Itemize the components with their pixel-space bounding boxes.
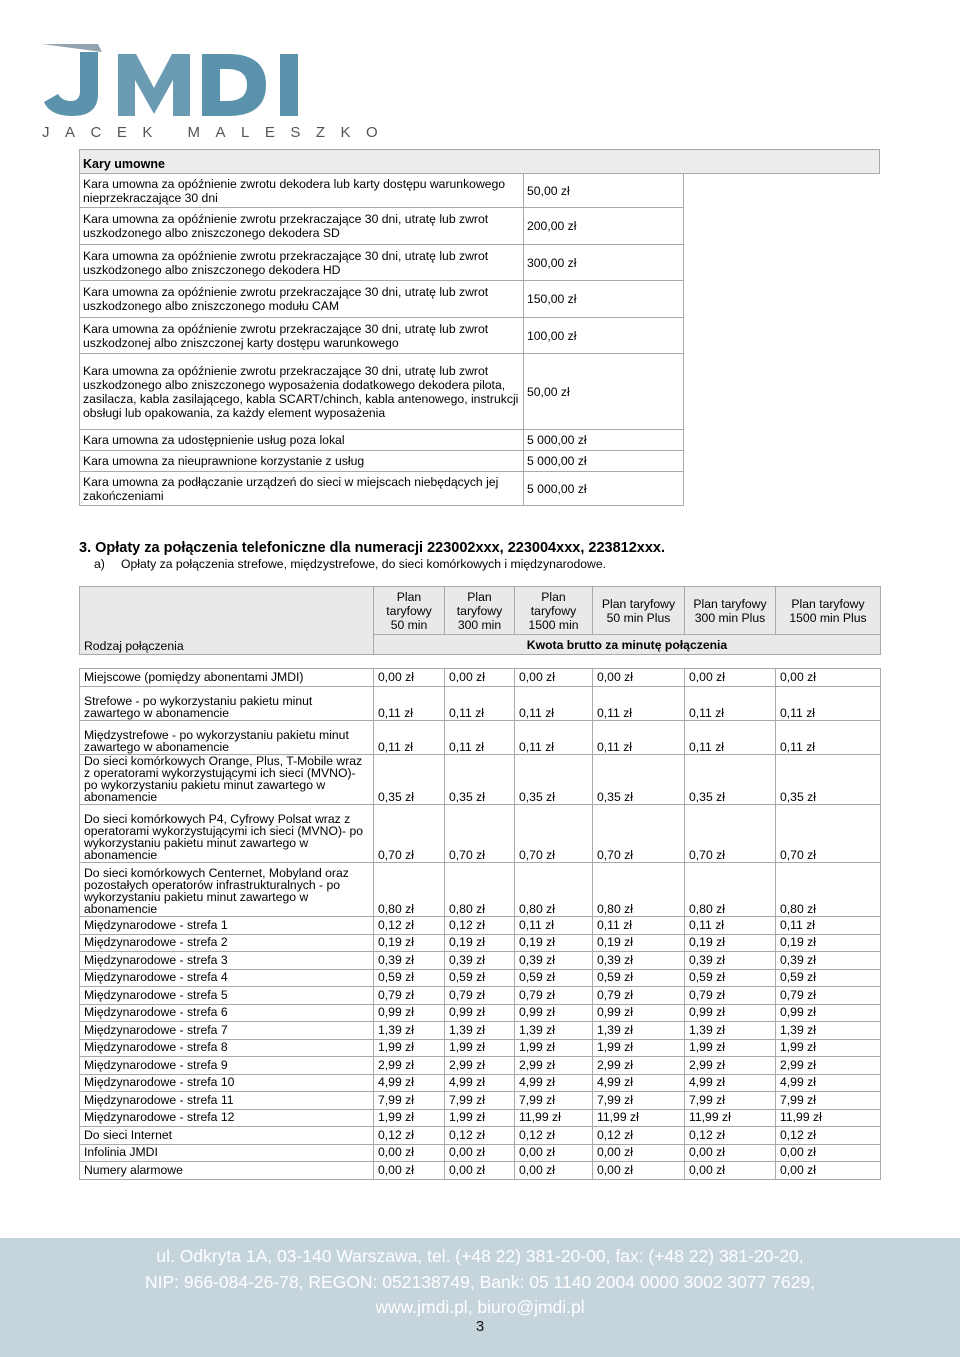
subsection-text: Opłaty za połączenia strefowe, międzystrefowe, do sieci komórkowych i międzynarodowe. bbox=[121, 557, 607, 571]
rate-price: 0,00 zł bbox=[515, 669, 593, 687]
rate-price: 0,00 zł bbox=[685, 1144, 776, 1162]
rate-price: 0,70 zł bbox=[515, 805, 593, 863]
rate-row bbox=[80, 952, 881, 970]
rate-price: 0,19 zł bbox=[685, 934, 776, 952]
rate-price: 0,70 zł bbox=[445, 805, 515, 863]
rate-price: 0,00 zł bbox=[445, 1144, 515, 1162]
connection-type: Międzynarodowe - strefa 10 bbox=[80, 1074, 374, 1092]
penalty-description: Kara umowna za opóźnienie zwrotu przekraczające 30 dni, utratę lub zwrot uszkodzonego albo zniszczonego dekodera HD bbox=[80, 245, 524, 281]
penalty-description: Kara umowna za opóźnienie zwrotu dekodera lub karty dostępu warunkowego nieprzekraczające 30 dni bbox=[80, 174, 524, 208]
rate-price: 0,80 zł bbox=[593, 863, 685, 917]
rate-price: 0,70 zł bbox=[374, 805, 445, 863]
rate-price: 0,00 zł bbox=[776, 1162, 881, 1180]
penalty-amount: 50,00 zł bbox=[524, 354, 684, 430]
rate-price: 0,00 zł bbox=[776, 1144, 881, 1162]
rate-price: 4,99 zł bbox=[593, 1074, 685, 1092]
rate-price: 0,59 zł bbox=[685, 969, 776, 987]
rate-row bbox=[80, 687, 881, 721]
rate-price: 4,99 zł bbox=[776, 1074, 881, 1092]
rate-row bbox=[80, 1057, 881, 1075]
rate-price: 0,19 zł bbox=[776, 934, 881, 952]
connection-type: Do sieci komórkowych Centernet, Mobyland oraz pozostałych operatorów infrastrukturalnych - po wykorzystaniu pakietu minut zawartego w abonamencie bbox=[80, 863, 374, 917]
rate-price: 0,12 zł bbox=[776, 1127, 881, 1145]
rate-price: 0,59 zł bbox=[374, 969, 445, 987]
plan-header: Plan taryfowy 50 min bbox=[374, 587, 445, 635]
rate-row bbox=[80, 805, 881, 863]
rate-price: 0,11 zł bbox=[685, 687, 776, 721]
rate-price: 0,12 zł bbox=[685, 1127, 776, 1145]
connection-type: Infolinia JMDI bbox=[80, 1144, 374, 1162]
rate-price: 0,11 zł bbox=[374, 687, 445, 721]
rate-price: 0,35 zł bbox=[593, 755, 685, 805]
rate-price: 0,11 zł bbox=[685, 917, 776, 935]
rate-price: 0,79 zł bbox=[776, 987, 881, 1005]
penalty-amount: 50,00 zł bbox=[524, 174, 684, 208]
rate-price: 0,59 zł bbox=[515, 969, 593, 987]
rate-price: 0,79 zł bbox=[593, 987, 685, 1005]
rate-price: 1,99 zł bbox=[685, 1039, 776, 1057]
plan-header: Plan taryfowy 300 min bbox=[445, 587, 515, 635]
rate-row bbox=[80, 934, 881, 952]
call-rates-table bbox=[79, 586, 881, 1180]
rate-price: 0,39 zł bbox=[445, 952, 515, 970]
rate-price: 1,99 zł bbox=[374, 1039, 445, 1057]
rate-price: 2,99 zł bbox=[685, 1057, 776, 1075]
rate-price: 0,12 zł bbox=[445, 1127, 515, 1145]
rate-price: 0,11 zł bbox=[445, 721, 515, 755]
connection-type: Międzynarodowe - strefa 12 bbox=[80, 1109, 374, 1127]
rate-price: 0,00 zł bbox=[776, 669, 881, 687]
rate-price: 2,99 zł bbox=[776, 1057, 881, 1075]
rate-price: 0,39 zł bbox=[374, 952, 445, 970]
rate-price: 0,11 zł bbox=[374, 721, 445, 755]
rate-price: 0,39 zł bbox=[685, 952, 776, 970]
connection-type: Do sieci komórkowych Orange, Plus, T-Mobile wraz z operatorami wykorzystującymi ich sieci (MVNO)- po wykorzystaniu pakietu minut zawartego w abonamencie bbox=[80, 755, 374, 805]
penalties-blank-column bbox=[684, 174, 880, 506]
rate-row bbox=[80, 863, 881, 917]
rate-price: 0,59 zł bbox=[776, 969, 881, 987]
penalty-description: Kara umowna za nieuprawnione korzystanie z usług bbox=[80, 451, 524, 472]
penalties-header-row bbox=[80, 150, 880, 174]
penalty-row bbox=[80, 174, 880, 208]
page-number: 3 bbox=[475, 1318, 485, 1335]
rate-price: 1,99 zł bbox=[776, 1039, 881, 1057]
rate-price: 4,99 zł bbox=[515, 1074, 593, 1092]
rate-price: 0,00 zł bbox=[374, 1162, 445, 1180]
rate-price: 11,99 zł bbox=[776, 1109, 881, 1127]
rate-price: 7,99 zł bbox=[776, 1092, 881, 1110]
rate-price: 0,80 zł bbox=[445, 863, 515, 917]
connection-type: Międzynarodowe - strefa 8 bbox=[80, 1039, 374, 1057]
rate-price: 0,70 zł bbox=[776, 805, 881, 863]
connection-type: Międzystrefowe - po wykorzystaniu pakietu minut zawartego w abonamencie bbox=[80, 721, 374, 755]
rate-price: 2,99 zł bbox=[593, 1057, 685, 1075]
rate-row bbox=[80, 1109, 881, 1127]
rate-price: 1,99 zł bbox=[515, 1039, 593, 1057]
rate-price: 0,99 zł bbox=[445, 1004, 515, 1022]
rate-price: 0,00 zł bbox=[685, 669, 776, 687]
connection-type: Do sieci komórkowych P4, Cyfrowy Polsat wraz z operatorami wykorzystującymi ich sieci (MVNO)- po wykorzystaniu pakietu minut zawartego w abonamencie bbox=[80, 805, 374, 863]
connection-type: Strefowe - po wykorzystaniu pakietu minut zawartego w abonamencie bbox=[80, 687, 374, 721]
rate-price: 0,79 zł bbox=[374, 987, 445, 1005]
rate-price: 0,00 zł bbox=[374, 1144, 445, 1162]
rate-price: 0,00 zł bbox=[593, 1162, 685, 1180]
rate-price: 0,79 zł bbox=[445, 987, 515, 1005]
penalties-title: Kary umowne bbox=[80, 150, 880, 174]
rate-price: 0,11 zł bbox=[515, 721, 593, 755]
rate-price: 0,11 zł bbox=[776, 721, 881, 755]
rate-price: 0,12 zł bbox=[445, 917, 515, 935]
footer-contact: www.jmdi.pl, biuro@jmdi.pl bbox=[375, 1297, 585, 1317]
rate-price: 0,59 zł bbox=[445, 969, 515, 987]
rate-price: 1,39 zł bbox=[515, 1022, 593, 1040]
rate-price: 0,11 zł bbox=[515, 687, 593, 721]
rate-row bbox=[80, 1074, 881, 1092]
rate-price: 0,39 zł bbox=[515, 952, 593, 970]
rate-price: 0,11 zł bbox=[593, 721, 685, 755]
connection-type: Miejscowe (pomiędzy abonentami JMDI) bbox=[80, 669, 374, 687]
rate-price: 0,11 zł bbox=[593, 917, 685, 935]
rate-price: 2,99 zł bbox=[445, 1057, 515, 1075]
rate-row bbox=[80, 1127, 881, 1145]
rate-price: 0,79 zł bbox=[515, 987, 593, 1005]
rate-price: 7,99 zł bbox=[374, 1092, 445, 1110]
penalty-amount: 100,00 zł bbox=[524, 318, 684, 354]
rate-price: 0,70 zł bbox=[685, 805, 776, 863]
rate-price: 7,99 zł bbox=[593, 1092, 685, 1110]
connection-type: Międzynarodowe - strefa 11 bbox=[80, 1092, 374, 1110]
rate-price: 0,35 zł bbox=[374, 755, 445, 805]
rate-price: 0,00 zł bbox=[685, 1162, 776, 1180]
rate-price: 0,11 zł bbox=[776, 687, 881, 721]
rate-price: 0,00 zł bbox=[593, 1144, 685, 1162]
rate-price: 0,19 zł bbox=[515, 934, 593, 952]
rate-price: 0,19 zł bbox=[593, 934, 685, 952]
plan-header: Plan taryfowy 1500 min Plus bbox=[776, 587, 881, 635]
rate-price: 0,80 zł bbox=[515, 863, 593, 917]
rate-price: 1,39 zł bbox=[445, 1022, 515, 1040]
rate-price: 0,19 zł bbox=[374, 934, 445, 952]
rate-row bbox=[80, 1022, 881, 1040]
rate-price: 1,99 zł bbox=[445, 1109, 515, 1127]
footer-company-ids: NIP: 966-084-26-78, REGON: 052138749, Bank: 05 1140 2004 0000 3002 3077 7629, bbox=[144, 1272, 816, 1292]
rate-price: 0,99 zł bbox=[685, 1004, 776, 1022]
penalty-description: Kara umowna za udostępnienie usług poza lokal bbox=[80, 430, 524, 451]
rate-price: 4,99 zł bbox=[445, 1074, 515, 1092]
penalty-description: Kara umowna za opóźnienie zwrotu przekraczające 30 dni, utratę lub zwrot uszkodzonego albo zniszczonego modułu CAM bbox=[80, 281, 524, 318]
jmdi-logo-mark bbox=[40, 44, 330, 122]
rate-row bbox=[80, 987, 881, 1005]
rate-price: 4,99 zł bbox=[374, 1074, 445, 1092]
rate-price: 0,35 zł bbox=[776, 755, 881, 805]
rate-price: 2,99 zł bbox=[515, 1057, 593, 1075]
connection-type: Międzynarodowe - strefa 5 bbox=[80, 987, 374, 1005]
rate-price: 1,99 zł bbox=[374, 1109, 445, 1127]
rate-price: 0,35 zł bbox=[515, 755, 593, 805]
company-logo bbox=[40, 44, 394, 144]
rate-price: 0,70 zł bbox=[593, 805, 685, 863]
penalty-description: Kara umowna za opóźnienie zwrotu przekraczające 30 dni, utratę lub zwrot uszkodzonego albo zniszczonego wyposażenia dodatkowego dekodera pilota, zasilacza, kabla zasilającego, kabla SCART/chinch, kabla antenowego, instrukcji obsługi lub opakowania, za każdy element wyposażenia bbox=[80, 354, 524, 430]
penalty-description: Kara umowna za opóźnienie zwrotu przekraczające 30 dni, utratę lub zwrot uszkodzonej albo zniszczonej karty dostępu warunkowego bbox=[80, 318, 524, 354]
rate-price: 1,99 zł bbox=[445, 1039, 515, 1057]
rate-price: 0,39 zł bbox=[593, 952, 685, 970]
connection-type: Międzynarodowe - strefa 2 bbox=[80, 934, 374, 952]
rate-row bbox=[80, 969, 881, 987]
rate-row bbox=[80, 755, 881, 805]
penalty-description: Kara umowna za podłączanie urządzeń do sieci w miejscach niebędących jej zakończeniami bbox=[80, 472, 524, 506]
logo-tagline: JACEK MALESZKO bbox=[42, 124, 394, 141]
rate-price: 7,99 zł bbox=[515, 1092, 593, 1110]
price-per-minute-header: Kwota brutto za minutę połączenia bbox=[374, 635, 881, 655]
rate-price: 0,99 zł bbox=[776, 1004, 881, 1022]
rate-row bbox=[80, 1039, 881, 1057]
rate-row bbox=[80, 1144, 881, 1162]
rate-price: 0,35 zł bbox=[685, 755, 776, 805]
connection-type: Międzynarodowe - strefa 4 bbox=[80, 969, 374, 987]
page-footer bbox=[0, 1238, 960, 1357]
rate-price: 0,11 zł bbox=[685, 721, 776, 755]
rate-price: 0,59 zł bbox=[593, 969, 685, 987]
rate-price: 0,80 zł bbox=[374, 863, 445, 917]
penalty-amount: 5 000,00 zł bbox=[524, 472, 684, 506]
rate-price: 11,99 zł bbox=[515, 1109, 593, 1127]
rate-price: 0,00 zł bbox=[374, 669, 445, 687]
rate-price: 0,11 zł bbox=[445, 687, 515, 721]
rate-price: 0,99 zł bbox=[593, 1004, 685, 1022]
rate-price: 0,35 zł bbox=[445, 755, 515, 805]
penalties-table bbox=[79, 149, 880, 506]
connection-type: Międzynarodowe - strefa 3 bbox=[80, 952, 374, 970]
rate-price: 0,00 zł bbox=[445, 669, 515, 687]
rate-row bbox=[80, 917, 881, 935]
rate-price: 0,80 zł bbox=[685, 863, 776, 917]
rate-price: 0,12 zł bbox=[515, 1127, 593, 1145]
penalty-amount: 5 000,00 zł bbox=[524, 451, 684, 472]
section-title: 3. Opłaty za połączenia telefoniczne dla numeracji 223002xxx, 223004xxx, 223812xxx. bbox=[79, 540, 665, 556]
plan-header: Plan taryfowy 50 min Plus bbox=[593, 587, 685, 635]
connection-type: Do sieci Internet bbox=[80, 1127, 374, 1145]
rate-price: 0,99 zł bbox=[374, 1004, 445, 1022]
section-subtitle bbox=[94, 557, 606, 571]
rate-price: 11,99 zł bbox=[593, 1109, 685, 1127]
penalty-amount: 5 000,00 zł bbox=[524, 430, 684, 451]
table-spacer bbox=[80, 655, 881, 669]
rate-price: 0,11 zł bbox=[776, 917, 881, 935]
rate-price: 0,99 zł bbox=[515, 1004, 593, 1022]
rate-row bbox=[80, 669, 881, 687]
penalty-description: Kara umowna za opóźnienie zwrotu przekraczające 30 dni, utratę lub zwrot uszkodzonego albo zniszczonego dekodera SD bbox=[80, 208, 524, 245]
rate-price: 1,99 zł bbox=[593, 1039, 685, 1057]
rate-price: 0,80 zł bbox=[776, 863, 881, 917]
connection-type: Międzynarodowe - strefa 6 bbox=[80, 1004, 374, 1022]
rate-price: 1,39 zł bbox=[685, 1022, 776, 1040]
rate-price: 0,12 zł bbox=[374, 917, 445, 935]
penalty-amount: 200,00 zł bbox=[524, 208, 684, 245]
rate-price: 0,00 zł bbox=[515, 1144, 593, 1162]
connection-type: Numery alarmowe bbox=[80, 1162, 374, 1180]
subsection-label: a) bbox=[94, 557, 105, 571]
plan-header: Plan taryfowy 1500 min bbox=[515, 587, 593, 635]
rate-price: 0,11 zł bbox=[515, 917, 593, 935]
rate-price: 1,39 zł bbox=[776, 1022, 881, 1040]
connection-type-header: Rodzaj połączenia bbox=[80, 587, 374, 655]
rate-price: 1,39 zł bbox=[593, 1022, 685, 1040]
rate-price: 1,39 zł bbox=[374, 1022, 445, 1040]
rate-row bbox=[80, 1162, 881, 1180]
connection-type: Międzynarodowe - strefa 1 bbox=[80, 917, 374, 935]
rate-price: 0,12 zł bbox=[593, 1127, 685, 1145]
rate-price: 2,99 zł bbox=[374, 1057, 445, 1075]
rate-row bbox=[80, 721, 881, 755]
footer-address: ul. Odkryta 1A, 03-140 Warszawa, tel. (+48 22) 381-20-00, fax: (+48 22) 381-20-20, bbox=[156, 1246, 804, 1266]
penalty-amount: 150,00 zł bbox=[524, 281, 684, 318]
rate-row bbox=[80, 1092, 881, 1110]
rate-price: 7,99 zł bbox=[685, 1092, 776, 1110]
rate-price: 0,00 zł bbox=[445, 1162, 515, 1180]
penalty-amount: 300,00 zł bbox=[524, 245, 684, 281]
rate-price: 0,00 zł bbox=[593, 669, 685, 687]
rate-price: 11,99 zł bbox=[685, 1109, 776, 1127]
rate-row bbox=[80, 1004, 881, 1022]
plans-header-row bbox=[80, 587, 881, 635]
rate-price: 0,11 zł bbox=[593, 687, 685, 721]
rate-price: 0,79 zł bbox=[685, 987, 776, 1005]
rate-price: 0,00 zł bbox=[515, 1162, 593, 1180]
connection-type: Międzynarodowe - strefa 9 bbox=[80, 1057, 374, 1075]
rate-price: 7,99 zł bbox=[445, 1092, 515, 1110]
rate-price: 0,19 zł bbox=[445, 934, 515, 952]
connection-type: Międzynarodowe - strefa 7 bbox=[80, 1022, 374, 1040]
rate-price: 0,12 zł bbox=[374, 1127, 445, 1145]
rate-price: 0,39 zł bbox=[776, 952, 881, 970]
plan-header: Plan taryfowy 300 min Plus bbox=[685, 587, 776, 635]
rate-price: 4,99 zł bbox=[685, 1074, 776, 1092]
